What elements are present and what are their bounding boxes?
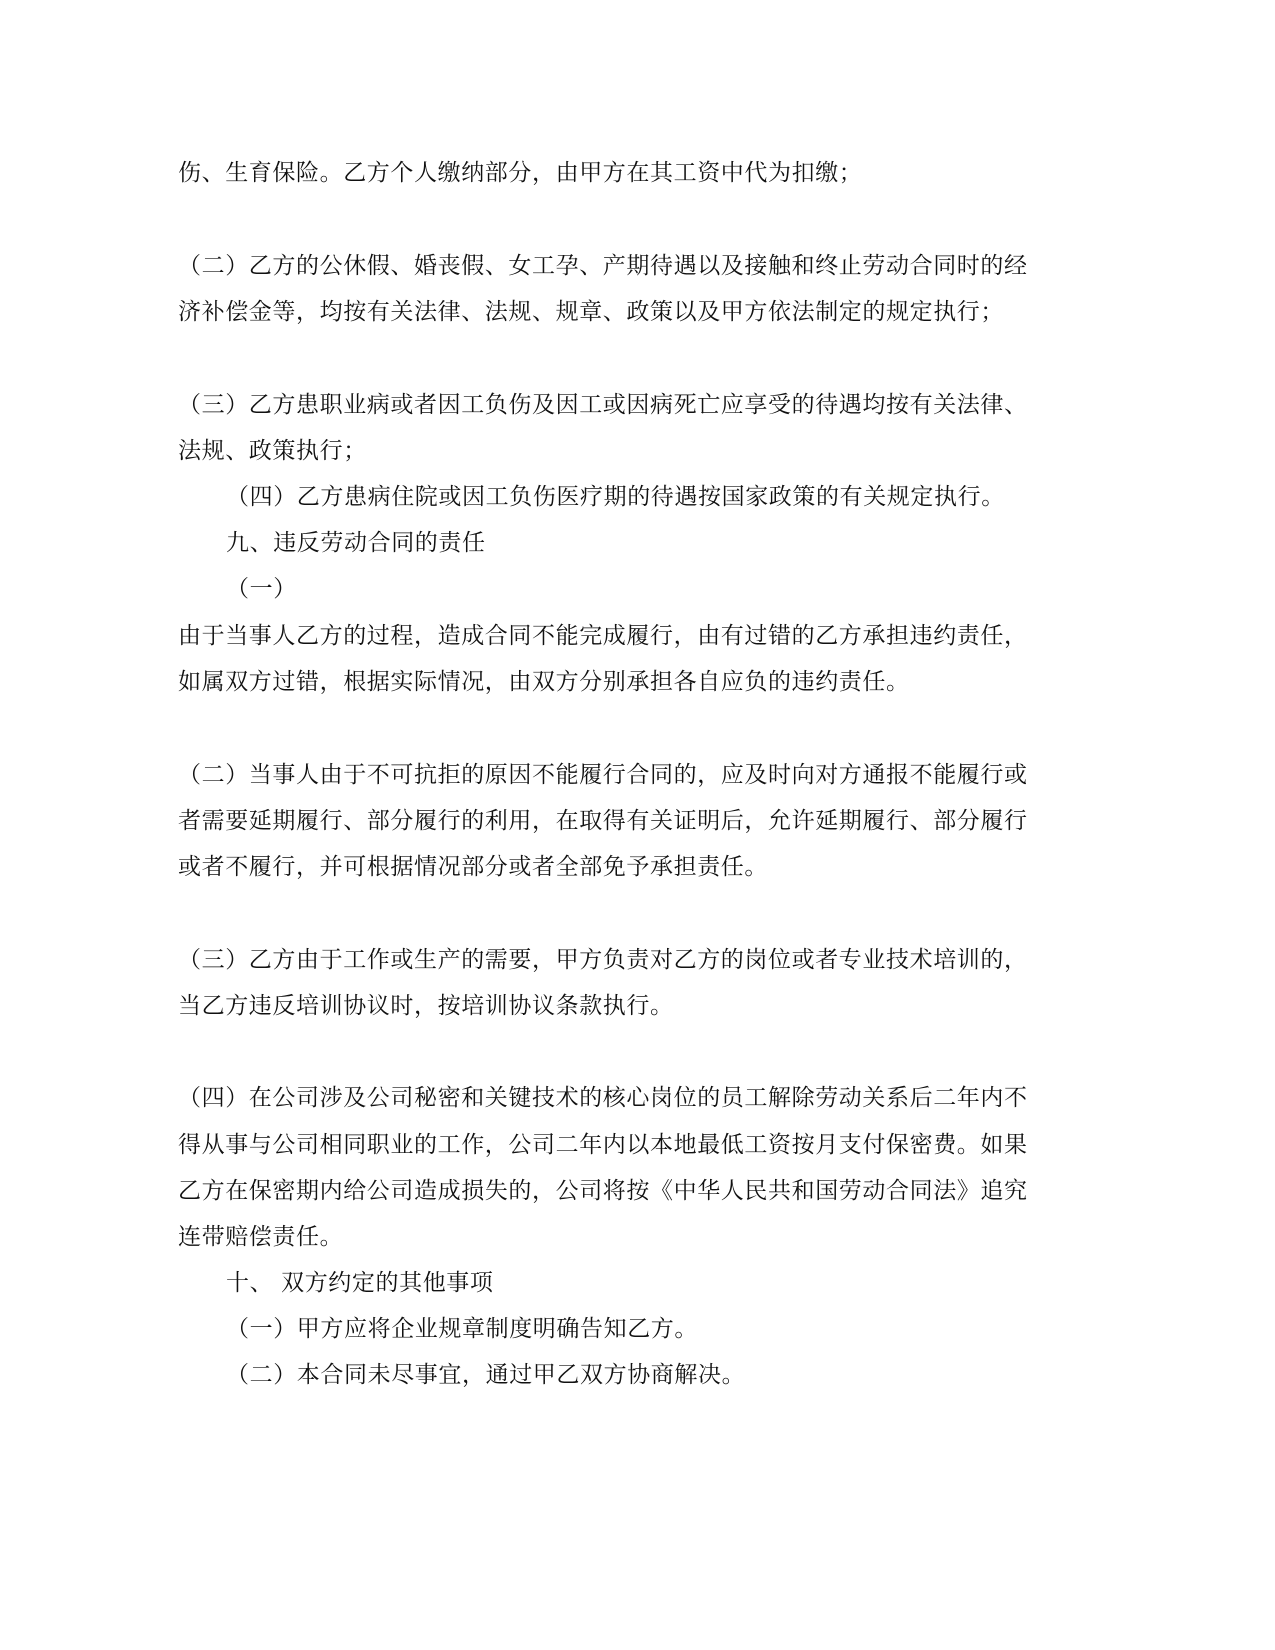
text-line: 连带赔偿责任。 <box>178 1224 344 1250</box>
section-heading: 九、违反劳动合同的责任 <box>226 530 486 556</box>
text-line: 者需要延期履行、部分履行的利用，在取得有关证明后，允许延期履行、部分履行 <box>178 808 1028 834</box>
text-line: 如属双方过错，根据实际情况，由双方分别承担各自应负的违约责任。 <box>178 669 910 695</box>
text-line: （二）本合同未尽事宜，通过甲乙双方协商解决。 <box>226 1362 746 1388</box>
text-line: 当乙方违反培训协议时，按培训协议条款执行。 <box>178 993 674 1019</box>
text-line: 由于当事人乙方的过程，造成合同不能完成履行，由有过错的乙方承担违约责任， <box>178 623 1028 649</box>
text-line: 得从事与公司相同职业的工作，公司二年内以本地最低工资按月支付保密费。如果 <box>178 1132 1028 1158</box>
text-line: （四）乙方患病住院或因工负伤医疗期的待遇按国家政策的有关规定执行。 <box>226 484 1005 510</box>
text-line: 或者不履行，并可根据情况部分或者全部免予承担责任。 <box>178 854 768 880</box>
text-line: （二）当事人由于不可抗拒的原因不能履行合同的，应及时向对方通报不能履行或 <box>178 762 1028 788</box>
text-line: （二）乙方的公休假、婚丧假、女工孕、产期待遇以及接触和终止劳动合同时的经 <box>178 253 1028 279</box>
section-heading: 十、 双方约定的其他事项 <box>226 1270 494 1296</box>
text-line: （一） <box>226 576 297 602</box>
text-line: 济补偿金等，均按有关法律、法规、规章、政策以及甲方依法制定的规定执行； <box>178 299 1004 325</box>
text-line: （三）乙方由于工作或生产的需要，甲方负责对乙方的岗位或者专业技术培训的， <box>178 947 1028 973</box>
text-line: （一）甲方应将企业规章制度明确告知乙方。 <box>226 1316 698 1342</box>
text-line: 法规、政策执行； <box>178 438 367 464</box>
text-line: 乙方在保密期内给公司造成损失的，公司将按《中华人民共和国劳动合同法》追究 <box>178 1178 1028 1204</box>
text-line: 伤、生育保险。乙方个人缴纳部分，由甲方在其工资中代为扣缴； <box>178 160 863 186</box>
text-line: （三）乙方患职业病或者因工负伤及因工或因病死亡应享受的待遇均按有关法律、 <box>178 392 1028 418</box>
text-line: （四）在公司涉及公司秘密和关键技术的核心岗位的员工解除劳动关系后二年内不 <box>178 1085 1028 1111</box>
